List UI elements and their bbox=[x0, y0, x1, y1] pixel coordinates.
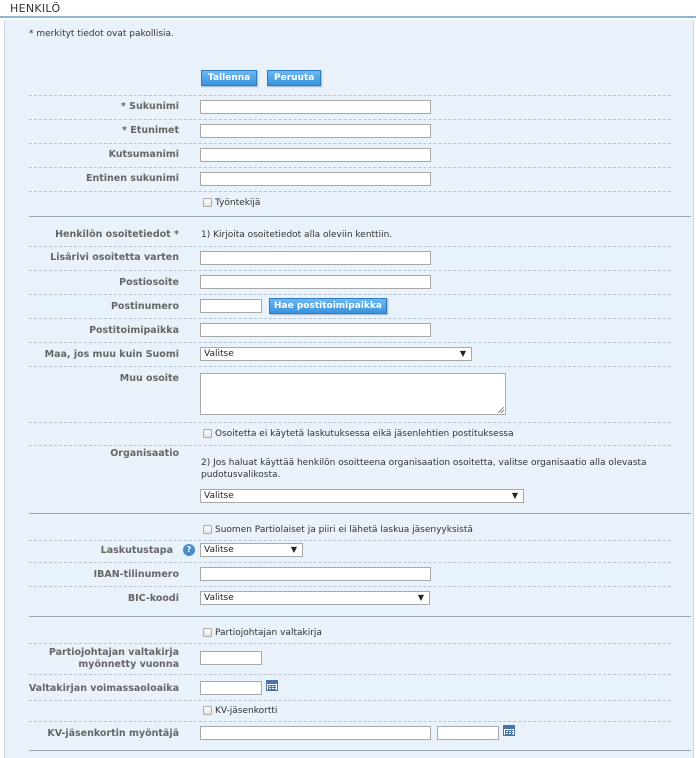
chevron-down-icon: ▼ bbox=[290, 545, 297, 554]
divider bbox=[29, 700, 671, 701]
street-input[interactable] bbox=[200, 275, 431, 289]
postal-code-label: Postinumero bbox=[110, 301, 179, 312]
leader-warrant-label: Partiojohtajan valtakirja bbox=[215, 628, 322, 638]
chevron-down-icon: ▼ bbox=[511, 491, 518, 500]
divider bbox=[29, 119, 671, 120]
warrant-year-input[interactable] bbox=[200, 651, 262, 665]
country-label: Maa, jos muu kuin Suomi bbox=[44, 349, 179, 360]
organisation-instruction: 2) Jos haluat käyttää henkilön osoitteena organisaation osoitetta, valitse organisaatio alla olevasta pudotusvalikosta. bbox=[201, 458, 647, 480]
divider bbox=[29, 540, 671, 541]
kv-issuer-date-input[interactable] bbox=[437, 726, 499, 740]
former-surname-label: Entinen sukunimi bbox=[85, 173, 179, 184]
section-title: HENKILÖ bbox=[10, 2, 61, 15]
nickname-input[interactable] bbox=[200, 148, 431, 162]
divider bbox=[29, 191, 671, 192]
surname-label: * Sukunimi bbox=[120, 101, 179, 112]
extra-line-label: Lisärivi osoitetta varten bbox=[50, 252, 179, 263]
city-input[interactable] bbox=[200, 323, 431, 337]
section-header bbox=[0, 0, 696, 18]
divider bbox=[29, 366, 671, 367]
bic-label: BIC-koodi bbox=[127, 593, 179, 604]
other-address-label: Muu osoite bbox=[119, 373, 179, 384]
address-instruction: 1) Kirjoita osoitetiedot alla oleviin kenttiin. bbox=[201, 230, 393, 240]
address-not-used-label: Osoitetta ei käytetä laskutuksessa eikä jäsenlehtien postituksessa bbox=[215, 429, 514, 439]
kv-card-label: KV-jäsenkortti bbox=[215, 706, 278, 716]
divider bbox=[29, 643, 671, 644]
kv-issuer-input[interactable] bbox=[200, 726, 431, 740]
cancel-button[interactable]: Peruuta bbox=[267, 70, 321, 86]
other-address-textarea[interactable] bbox=[200, 373, 506, 415]
billing-method-value: Valitse bbox=[204, 545, 234, 555]
warrant-validity-label: Valtakirjan voimassaoloaika bbox=[28, 683, 179, 694]
organisation-select[interactable] bbox=[200, 489, 524, 503]
leader-warrant-checkbox[interactable] bbox=[203, 628, 212, 637]
organisation-label: Organisaatio bbox=[110, 448, 179, 459]
lookup-city-button[interactable]: Hae postitoimipaikka bbox=[269, 298, 387, 314]
street-label: Postiosoite bbox=[119, 277, 179, 288]
kv-card-checkbox[interactable] bbox=[203, 706, 212, 715]
city-label: Postitoimipaikka bbox=[89, 325, 179, 336]
nickname-label: Kutsumanimi bbox=[108, 149, 179, 160]
no-invoice-checkbox[interactable] bbox=[203, 525, 212, 534]
section-divider bbox=[29, 513, 691, 514]
first-names-input[interactable] bbox=[200, 124, 431, 138]
warrant-validity-input[interactable] bbox=[200, 681, 262, 695]
divider bbox=[29, 167, 671, 168]
former-surname-input[interactable] bbox=[200, 172, 431, 186]
divider bbox=[29, 586, 671, 587]
kv-issuer-label: KV-jäsenkortin myöntäjä bbox=[47, 728, 179, 739]
divider bbox=[29, 270, 671, 271]
divider bbox=[29, 294, 671, 295]
iban-input[interactable] bbox=[200, 567, 431, 581]
calendar-icon[interactable] bbox=[503, 725, 515, 736]
surname-input[interactable] bbox=[200, 100, 431, 114]
section-divider bbox=[29, 616, 691, 617]
divider bbox=[29, 95, 671, 96]
save-button[interactable]: Tallenna bbox=[201, 70, 257, 86]
address-section-label: Henkilön osoitetiedot * bbox=[55, 229, 179, 240]
address-not-used-checkbox[interactable] bbox=[203, 429, 212, 438]
country-select[interactable] bbox=[200, 347, 472, 361]
bic-select-value: Valitse bbox=[204, 593, 234, 603]
help-icon[interactable]: ? bbox=[183, 544, 195, 556]
billing-method-label: Laskutustapa bbox=[100, 545, 173, 556]
billing-method-select[interactable] bbox=[200, 543, 303, 557]
divider bbox=[29, 445, 671, 446]
calendar-icon[interactable] bbox=[266, 680, 278, 691]
warrant-year-label: Partiojohtajan valtakirja myönnetty vuonna bbox=[48, 647, 179, 670]
divider bbox=[29, 422, 671, 423]
section-divider bbox=[29, 750, 691, 751]
postal-code-input[interactable] bbox=[200, 299, 262, 313]
no-invoice-label: Suomen Partiolaiset ja piiri ei lähetä laskua jäsenyyksistä bbox=[215, 525, 473, 535]
divider bbox=[29, 318, 671, 319]
divider bbox=[29, 143, 671, 144]
divider bbox=[29, 562, 671, 563]
chevron-down-icon: ▼ bbox=[417, 593, 424, 602]
divider bbox=[29, 674, 671, 675]
organisation-select-value: Valitse bbox=[204, 491, 234, 501]
required-note: * merkityt tiedot ovat pakollisia. bbox=[29, 29, 174, 39]
iban-label: IBAN-tilinumero bbox=[93, 569, 179, 580]
person-form bbox=[4, 20, 694, 758]
divider bbox=[29, 246, 671, 247]
divider bbox=[29, 342, 671, 343]
extra-line-input[interactable] bbox=[200, 251, 431, 265]
first-names-label: * Etunimet bbox=[122, 125, 179, 136]
country-select-value: Valitse bbox=[204, 349, 234, 359]
chevron-down-icon: ▼ bbox=[459, 349, 466, 358]
employee-checkbox[interactable] bbox=[203, 198, 212, 207]
bic-select[interactable] bbox=[200, 591, 430, 605]
employee-label: Työntekijä bbox=[215, 198, 261, 208]
section-divider bbox=[29, 216, 691, 217]
divider bbox=[29, 721, 671, 722]
